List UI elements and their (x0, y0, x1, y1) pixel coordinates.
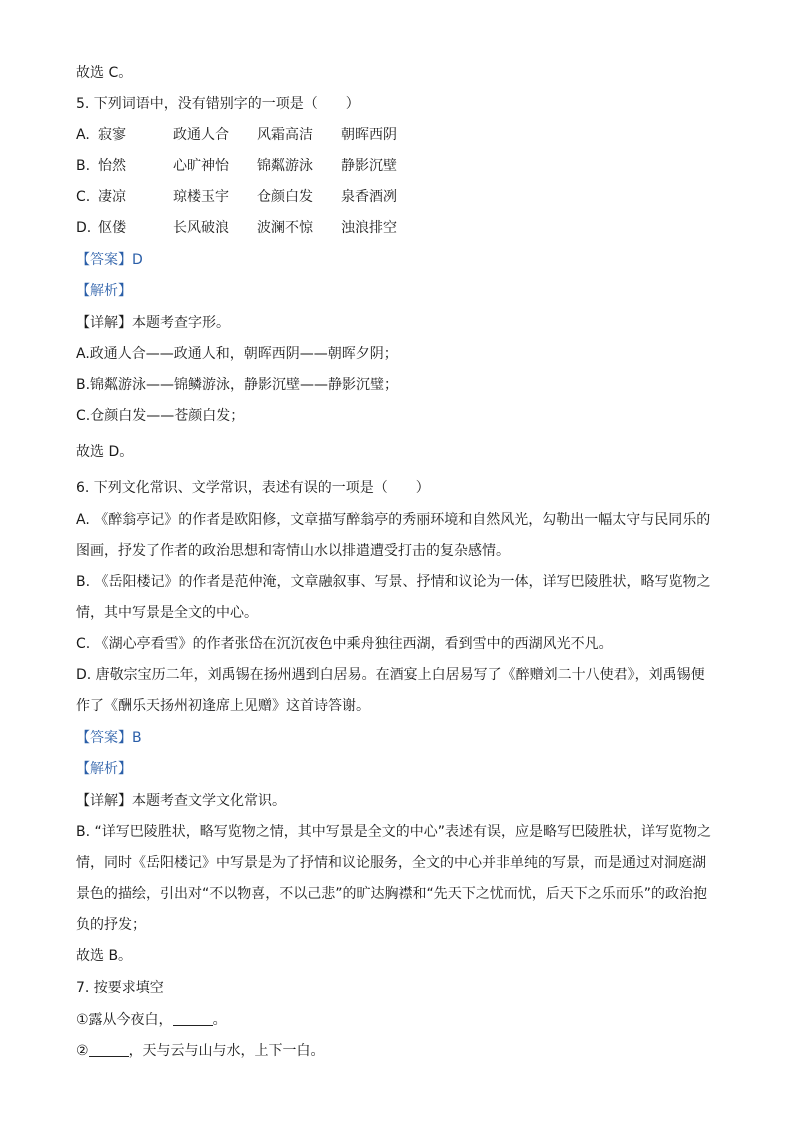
option-word: 静影沉壁 (341, 158, 397, 174)
fill-blank-suffix: 。 (212, 1012, 227, 1028)
fill-blank-prefix: ①露从今夜白， (76, 1012, 173, 1028)
option-6c: C. 《湖心亭看雪》的作者张岱在沉沉夜色中乘舟独往西湖，看到雪中的西湖风光不凡。 (76, 636, 613, 652)
option-word: 风霜高洁 (257, 127, 313, 143)
fill-blank-2 (76, 1041, 325, 1061)
option-word: 寂寥 (98, 127, 126, 143)
option-label: D. (76, 220, 92, 236)
option-word: 仓颜白发 (257, 189, 313, 205)
option-word: 长风破浪 (173, 220, 229, 236)
explain-6: B. “详写巴陵胜状，略写览物之情，其中写景是全文的中心”表述有误，应是略写巴陵胜状，详写览物之情，同时《岳阳楼记》中写景是为了抒情和议论服务，全文的中心并非单纯的写景，而是通过对洞庭湖景色的描绘，引出对“不以物喜，不以己悲”的旷达胸襟和“先天下之忧而忧，后天下之乐而乐”的政治抱负的抒发； (76, 824, 712, 933)
explain-5c: C.仓颜白发——苍颜白发； (76, 408, 245, 424)
option-word: 政通人合 (173, 127, 229, 143)
option-word: 怡然 (98, 158, 126, 174)
option-word: 凄凉 (98, 189, 126, 205)
analysis-heading-5: 【解析】 (76, 283, 132, 299)
option-label: B. (76, 158, 91, 174)
option-word: 琼楼玉宇 (173, 189, 229, 205)
answer-choice-line: 故选 C。 (76, 65, 133, 81)
option-label: C. (76, 189, 91, 205)
analysis-heading-6: 【解析】 (76, 761, 132, 777)
answer-6: 【答案】B (76, 730, 142, 746)
question-5: 5. 下列词语中，没有错别字的一项是（ ） (76, 96, 360, 112)
explain-5b: B.锦粼游泳——锦鳞游泳，静影沉壁——静影沉璧； (76, 377, 399, 393)
option-6a: A. 《醉翁亭记》的作者是欧阳修，文章描写醉翁亭的秀丽环境和自然风光，勾勒出一幅太守与民同乐的图画，抒发了作者的政治思想和寄情山水以排遣遭受打击的复杂感情。 (76, 512, 711, 559)
option-word: 朝晖西阴 (341, 127, 397, 143)
option-5c (76, 187, 425, 207)
option-word: 浊浪排空 (341, 220, 397, 236)
option-5b (76, 156, 425, 176)
selection-5: 故选 D。 (76, 444, 134, 460)
question-7: 7. 按要求填空 (76, 980, 164, 996)
option-label: A. (76, 127, 90, 143)
fill-blank-1 (76, 1010, 227, 1030)
option-6d: D. 唐敬宗宝历二年，刘禹锡在扬州遇到白居易。在酒宴上白居易写了《醉赠刘二十八使君》，刘禹锡便作了《酬乐天扬州初逢席上见赠》这首诗答谢。 (76, 667, 705, 714)
option-word: 心旷神怡 (173, 158, 229, 174)
answer-5: 【答案】D (76, 252, 143, 268)
selection-6: 故选 B。 (76, 948, 133, 964)
answer-blank[interactable] (173, 1011, 213, 1026)
question-6: 6. 下列文化常识、文学常识，表述有误的一项是（ ） (76, 480, 430, 496)
option-6b: B. 《岳阳楼记》的作者是范仲淹，文章融叙事、写景、抒情和议论为一体，详写巴陵胜状，略写览物之情，其中写景是全文的中心。 (76, 574, 711, 621)
fill-blank-prefix: ② (76, 1043, 89, 1059)
explain-5a: A.政通人合——政通人和，朝晖西阴——朝晖夕阴； (76, 346, 398, 362)
option-word: 伛偻 (98, 220, 126, 236)
detail-6: 【详解】本题考查文学文化常识。 (76, 793, 286, 809)
option-5d (76, 218, 425, 238)
detail-5: 【详解】本题考查字形。 (76, 315, 230, 331)
option-word: 泉香酒冽 (341, 189, 397, 205)
option-5a (76, 125, 425, 145)
answer-blank[interactable] (89, 1042, 129, 1057)
fill-blank-suffix: ，天与云与山与水，上下一白。 (128, 1043, 325, 1059)
option-word: 波澜不惊 (257, 220, 313, 236)
option-word: 锦粼游泳 (257, 158, 313, 174)
